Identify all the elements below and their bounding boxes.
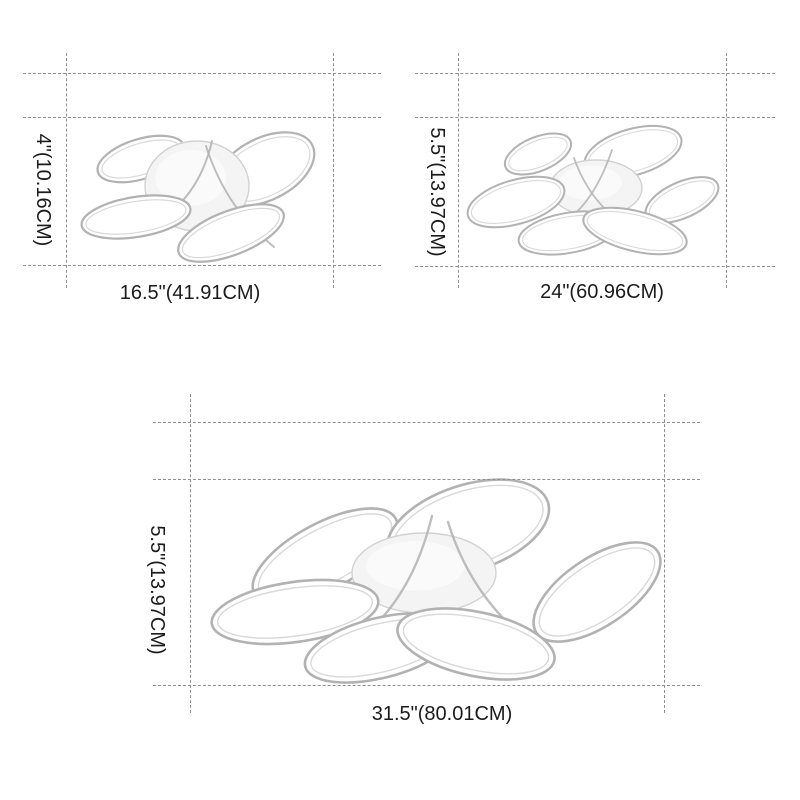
dim-line-bottom-medium	[415, 266, 775, 267]
dim-line-top-large	[153, 479, 700, 480]
dim-line-bottom-small	[23, 265, 381, 266]
dim-line-top-medium	[415, 117, 775, 118]
width-dimension-label-medium: 24"(60.96CM)	[540, 281, 664, 303]
dim-extension-line-left-medium	[458, 53, 459, 288]
dim-extension-line-left-large	[190, 394, 191, 713]
width-dimension-label-large: 31.5"(80.01CM)	[371, 703, 513, 725]
width-dimension-label-small: 16.5"(41.91CM)	[119, 282, 261, 304]
dim-extension-line-right-medium	[726, 53, 727, 288]
dim-line-ceiling-small	[23, 73, 381, 74]
fixture-illustration-6-ring-large	[208, 461, 677, 696]
dim-extension-line-left-small	[66, 53, 67, 288]
height-dimension-label-large: 5.5"(13.97CM)	[146, 525, 168, 655]
dim-line-top-small	[23, 117, 381, 118]
fixture-illustration-6-ring-medium	[462, 116, 725, 263]
dim-extension-line-right-small	[333, 53, 334, 288]
height-dimension-label-medium: 5.5"(13.97CM)	[426, 127, 448, 257]
dim-extension-line-right-large	[664, 394, 665, 713]
dim-line-ceiling-large	[153, 422, 700, 423]
dim-line-bottom-large	[153, 685, 700, 686]
fixture-illustration-4-ring	[79, 117, 327, 273]
height-dimension-label-small: 4"(10.16CM)	[32, 133, 54, 247]
dim-line-ceiling-medium	[415, 73, 775, 74]
